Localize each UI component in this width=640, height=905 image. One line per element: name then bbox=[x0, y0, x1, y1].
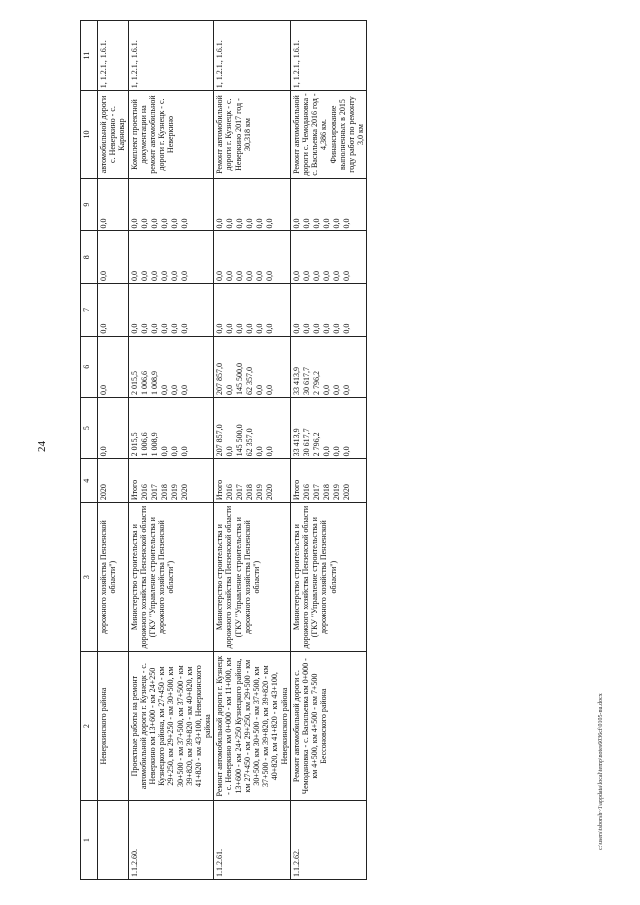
cell-total bbox=[128, 397, 214, 458]
cell-other-value: 0,0 bbox=[321, 218, 331, 229]
cell-other-value: 0,0 bbox=[331, 218, 341, 229]
cell-local-value: 0,0 bbox=[225, 271, 235, 282]
continuation-row bbox=[98, 21, 129, 880]
cell-other-value: 0,0 bbox=[149, 218, 159, 229]
cell-name: Проектные работы на ремонт автомобильной дороги г. Кузнецк - с. Неверкино км 13+600 - км 24+250 Кузнецкого района, км 27+450 - км 29+250, км 29+250 - км 30+500, км 30+500 - км 37+500, км 37+500 - км 39+820, км 39+820 - км 40+820, км 41+820 - км 43+100, Неверкинского района bbox=[128, 652, 214, 801]
cell-local-value: 0,0 bbox=[245, 271, 255, 282]
cell-executor: Министерство строительства и дорожного хозяйства Пензенской области (ГКУ "Управление строительства и дорожного хозяйства Пензенской области") bbox=[214, 503, 291, 652]
cell-regional-value: 207 857,0 bbox=[215, 362, 225, 395]
cell-total-value: 0,0 bbox=[255, 446, 265, 457]
col-header-8: 8 bbox=[81, 231, 98, 284]
cell-local-value: 0,0 bbox=[159, 271, 169, 282]
cell-year bbox=[290, 459, 367, 503]
cell-local-value: 0,0 bbox=[301, 271, 311, 282]
cell-other: 0,0 bbox=[98, 178, 129, 231]
cell-total-value: 0,0 bbox=[331, 446, 341, 457]
cell-total-value: 33 413,9 bbox=[291, 428, 301, 457]
cell-federal-value: 0,0 bbox=[179, 323, 189, 334]
cell-year-value: 2020 bbox=[179, 484, 189, 501]
cell-year-value: 2019 bbox=[331, 484, 341, 501]
page-number: 24 bbox=[36, 441, 48, 452]
cell-total: 0,0 bbox=[98, 397, 129, 458]
cell-other-value: 0,0 bbox=[129, 218, 139, 229]
cell-year-value: Итого bbox=[291, 479, 301, 501]
cell-local bbox=[290, 231, 367, 284]
cell-year-value: 2017 bbox=[149, 484, 159, 501]
col-header-11: 11 bbox=[81, 21, 98, 91]
cell-total-value: 145 500,0 bbox=[235, 424, 245, 457]
cell-regional-value: 2 015,5 bbox=[129, 370, 139, 395]
table-row bbox=[214, 21, 291, 880]
program-activities-table bbox=[80, 20, 367, 880]
cell-year bbox=[128, 459, 214, 503]
cell-total-value: 0,0 bbox=[225, 446, 235, 457]
cell-other-value: 0,0 bbox=[311, 218, 321, 229]
cell-total bbox=[214, 397, 291, 458]
cell-federal-value: 0,0 bbox=[311, 323, 321, 334]
cell-year-value: 2016 bbox=[139, 484, 149, 501]
cell-regional-value: 62 357,0 bbox=[245, 366, 255, 395]
cell-year-value: 2019 bbox=[255, 484, 265, 501]
cell-federal-value: 0,0 bbox=[149, 323, 159, 334]
document-file-path: c:\users\tsborsh~1\appdata\local\temp\notes6036cf\0105-nu.docx bbox=[598, 693, 604, 850]
cell-total-value: 1 006,6 bbox=[139, 432, 149, 457]
cell-federal-value: 0,0 bbox=[235, 323, 245, 334]
cell-regional-value: 1 006,6 bbox=[139, 370, 149, 395]
cell-local-value: 0,0 bbox=[311, 271, 321, 282]
cell-name: Неверкинского района bbox=[98, 652, 129, 801]
col-header-1: 1 bbox=[81, 801, 98, 880]
cell-other-value: 0,0 bbox=[159, 218, 169, 229]
col-header-10: 10 bbox=[81, 91, 98, 179]
cell-regional bbox=[128, 336, 214, 397]
cell-code: 1, 1.2.1., 1.6.1. bbox=[290, 21, 367, 91]
cell-total-value: 207 857,0 bbox=[215, 424, 225, 457]
cell-total-value: 0,0 bbox=[159, 446, 169, 457]
cell-regional-value: 1 008,9 bbox=[149, 370, 159, 395]
cell-local: 0,0 bbox=[98, 231, 129, 284]
cell-regional-value: 0,0 bbox=[265, 384, 275, 395]
cell-regional-value: 0,0 bbox=[321, 384, 331, 395]
cell-year-value: 2016 bbox=[225, 484, 235, 501]
cell-total bbox=[290, 397, 367, 458]
col-header-2: 2 bbox=[81, 652, 98, 801]
cell-federal-value: 0,0 bbox=[291, 323, 301, 334]
cell-total-value: 62 357,0 bbox=[245, 428, 255, 457]
cell-num bbox=[98, 801, 129, 880]
cell-federal-value: 0,0 bbox=[129, 323, 139, 334]
cell-year-value: 2018 bbox=[245, 484, 255, 501]
cell-num: 1.1.2.60. bbox=[128, 801, 214, 880]
cell-num: 1.1.2.62. bbox=[290, 801, 367, 880]
col-header-4: 4 bbox=[81, 459, 98, 503]
cell-federal-value: 0,0 bbox=[331, 323, 341, 334]
cell-other-value: 0,0 bbox=[341, 218, 351, 229]
cell-local bbox=[214, 231, 291, 284]
col-header-7: 7 bbox=[81, 284, 98, 337]
cell-year-value: 2018 bbox=[159, 484, 169, 501]
cell-local-value: 0,0 bbox=[215, 271, 225, 282]
cell-total-value: 0,0 bbox=[179, 446, 189, 457]
cell-federal-value: 0,0 bbox=[301, 323, 311, 334]
table-row bbox=[128, 21, 214, 880]
cell-other-value: 0,0 bbox=[235, 218, 245, 229]
cell-other-value: 0,0 bbox=[291, 218, 301, 229]
cell-regional-value: 0,0 bbox=[169, 384, 179, 395]
cell-name: Ремонт автомобильной дороги с. Чемодановка - с. Васильевка км 0+000 - км 4+500, км 4+500 - км 7+500 Бессоновского района bbox=[290, 652, 367, 801]
cell-result: автомобильной дороги с. Неверкино - с. Карновар bbox=[98, 91, 129, 179]
cell-executor: Министерство строительства и дорожного хозяйства Пензенской области (ГКУ "Управление строительства и дорожного хозяйства Пензенской области") bbox=[290, 503, 367, 652]
cell-regional: 0,0 bbox=[98, 336, 129, 397]
cell-code: 1, 1.2.1., 1.6.1. bbox=[98, 21, 129, 91]
cell-result: Ремонт автомобильной дороги г. Кузнецк - с. Неверкино 2017 год - 30,318 км bbox=[214, 91, 291, 179]
cell-other-value: 0,0 bbox=[139, 218, 149, 229]
cell-result: Комплект проектной документации на ремонт автомобильной дороги г. Кузнецк - с. Неверкино bbox=[128, 91, 214, 179]
cell-federal-value: 0,0 bbox=[321, 323, 331, 334]
cell-regional-value: 0,0 bbox=[341, 384, 351, 395]
col-header-5: 5 bbox=[81, 397, 98, 458]
cell-year-value: 2017 bbox=[235, 484, 245, 501]
cell-result: Ремонт автомобильной дороги с. Чемодановка - с. Васильевка 2016 год - 4,386 км. Финансирование выполненных в 2015 году работ по ремонту 3,0 км bbox=[290, 91, 367, 179]
cell-federal-value: 0,0 bbox=[159, 323, 169, 334]
cell-year: 2020 bbox=[98, 459, 129, 503]
cell-local-value: 0,0 bbox=[291, 271, 301, 282]
col-header-6: 6 bbox=[81, 336, 98, 397]
cell-year-value: Итого bbox=[129, 479, 139, 501]
col-header-9: 9 bbox=[81, 178, 98, 231]
cell-local-value: 0,0 bbox=[169, 271, 179, 282]
cell-total-value: 0,0 bbox=[341, 446, 351, 457]
cell-regional-value: 0,0 bbox=[331, 384, 341, 395]
cell-total-value: 0,0 bbox=[265, 446, 275, 457]
cell-other-value: 0,0 bbox=[215, 218, 225, 229]
table-row bbox=[290, 21, 367, 880]
cell-federal-value: 0,0 bbox=[225, 323, 235, 334]
cell-federal bbox=[214, 284, 291, 337]
col-header-3: 3 bbox=[81, 503, 98, 652]
cell-local-value: 0,0 bbox=[179, 271, 189, 282]
cell-regional-value: 0,0 bbox=[179, 384, 189, 395]
cell-federal-value: 0,0 bbox=[169, 323, 179, 334]
cell-regional-value: 0,0 bbox=[255, 384, 265, 395]
cell-regional-value: 0,0 bbox=[225, 384, 235, 395]
cell-local-value: 0,0 bbox=[235, 271, 245, 282]
cell-local-value: 0,0 bbox=[255, 271, 265, 282]
cell-other-value: 0,0 bbox=[169, 218, 179, 229]
cell-local-value: 0,0 bbox=[149, 271, 159, 282]
cell-local-value: 0,0 bbox=[321, 271, 331, 282]
cell-total-value: 1 008,9 bbox=[149, 432, 159, 457]
cell-other bbox=[290, 178, 367, 231]
cell-other-value: 0,0 bbox=[265, 218, 275, 229]
cell-local-value: 0,0 bbox=[139, 271, 149, 282]
cell-other-value: 0,0 bbox=[301, 218, 311, 229]
cell-other bbox=[214, 178, 291, 231]
cell-year-value: 2019 bbox=[169, 484, 179, 501]
cell-local bbox=[128, 231, 214, 284]
cell-local-value: 0,0 bbox=[341, 271, 351, 282]
cell-total-value: 2 796,2 bbox=[311, 432, 321, 457]
cell-executor: Министерство строительства и дорожного хозяйства Пензенской области (ГКУ "Управление строительства и дорожного хозяйства Пензенской области") bbox=[128, 503, 214, 652]
cell-total-value: 0,0 bbox=[169, 446, 179, 457]
cell-regional-value: 33 413,9 bbox=[291, 366, 301, 395]
cell-num: 1.1.2.61. bbox=[214, 801, 291, 880]
cell-local-value: 0,0 bbox=[331, 271, 341, 282]
cell-name: Ремонт автомобильной дороги г. Кузнецк - с. Неверкино км 0+000 - км 11+000, км 13+600 - км 24+250 Кузнецкого района, км 27+450 - км 29+250, км 29+500 - км 30+500, км 30+500 - км 37+500, км 37+500 - км 39+820, км 39+820 - км 40+820, км 41+820 - км 43+100, Неверкинского района bbox=[214, 652, 291, 801]
cell-year-value: 2017 bbox=[311, 484, 321, 501]
cell-year-value: 2016 bbox=[301, 484, 311, 501]
cell-total-value: 2 015,5 bbox=[129, 432, 139, 457]
cell-federal-value: 0,0 bbox=[139, 323, 149, 334]
cell-federal bbox=[128, 284, 214, 337]
cell-regional bbox=[290, 336, 367, 397]
cell-federal-value: 0,0 bbox=[255, 323, 265, 334]
cell-executor: дорожного хозяйства Пензенской области") bbox=[98, 503, 129, 652]
cell-local-value: 0,0 bbox=[129, 271, 139, 282]
cell-other bbox=[128, 178, 214, 231]
cell-other-value: 0,0 bbox=[245, 218, 255, 229]
cell-other-value: 0,0 bbox=[255, 218, 265, 229]
cell-total-value: 0,0 bbox=[321, 446, 331, 457]
cell-code: 1, 1.2.1., 1.6.1. bbox=[128, 21, 214, 91]
column-number-row bbox=[81, 21, 98, 880]
cell-year-value: 2018 bbox=[321, 484, 331, 501]
cell-federal-value: 0,0 bbox=[341, 323, 351, 334]
cell-federal bbox=[290, 284, 367, 337]
cell-year bbox=[214, 459, 291, 503]
cell-federal-value: 0,0 bbox=[215, 323, 225, 334]
cell-regional-value: 0,0 bbox=[159, 384, 169, 395]
cell-federal-value: 0,0 bbox=[245, 323, 255, 334]
cell-federal: 0,0 bbox=[98, 284, 129, 337]
cell-year-value: 2020 bbox=[265, 484, 275, 501]
program-table-wrapper bbox=[80, 20, 605, 880]
cell-code: 1, 1.2.1., 1.6.1. bbox=[214, 21, 291, 91]
cell-total-value: 30 617,7 bbox=[301, 428, 311, 457]
cell-local-value: 0,0 bbox=[265, 271, 275, 282]
cell-regional bbox=[214, 336, 291, 397]
cell-federal-value: 0,0 bbox=[265, 323, 275, 334]
cell-other-value: 0,0 bbox=[225, 218, 235, 229]
cell-year-value: 2020 bbox=[341, 484, 351, 501]
cell-regional-value: 145 500,0 bbox=[235, 362, 245, 395]
cell-regional-value: 30 617,7 bbox=[301, 366, 311, 395]
cell-regional-value: 2 796,2 bbox=[311, 370, 321, 395]
cell-year-value: Итого bbox=[215, 479, 225, 501]
cell-other-value: 0,0 bbox=[179, 218, 189, 229]
